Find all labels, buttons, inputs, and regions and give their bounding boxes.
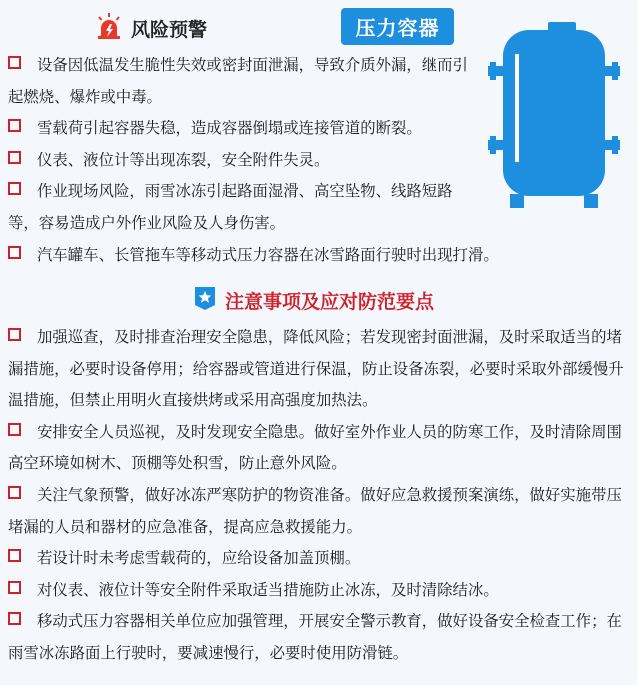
list-item-text: 安排安全人员巡视，及时发现安全隐患。做好室外作业人员的防寒工作，及时清除周围高空环境如树木、顶棚等处积雪，防止意外风险。 xyxy=(8,422,622,473)
list-item xyxy=(8,145,478,177)
list-item-text: 作业现场风险，雨雪冰冻引起路面湿滑、高空坠物、线路短路等，容易造成户外作业风险及人身伤害。 xyxy=(8,182,453,232)
list-item xyxy=(8,322,630,417)
list-item-text: 若设计时未考虑雪载荷的，应给设备加盖顶棚。 xyxy=(37,549,361,568)
list-item-text: 对仪表、液位计等安全附件采取适当措施防止冰冻，及时清除结冰。 xyxy=(37,580,499,599)
square-bullet-icon xyxy=(8,56,21,69)
list-item xyxy=(8,606,630,669)
star-shield-icon xyxy=(193,285,217,316)
square-bullet-icon xyxy=(8,486,21,499)
list-item-text: 加强巡查，及时排查治理安全隐患，降低风险；若发现密封面泄漏，及时采取适当的堵漏措施，必要时设备停用；给容器或管道进行保温，防止设备冻裂，必要时采取外部缓慢升温措施，但禁止用明火直接烘烤或采用高强度加热法。 xyxy=(8,328,624,410)
square-bullet-icon xyxy=(8,549,21,562)
pressure-vessel-badge: 压力容器 xyxy=(341,8,454,45)
list-item xyxy=(8,176,478,239)
list-item-text: 设备因低温发生脆性失效或密封面泄漏，导致介质外漏，继而引起燃烧、爆炸或中毒。 xyxy=(8,56,468,106)
notes-title-text: 注意事项及应对防范要点 xyxy=(225,291,435,313)
notes-list xyxy=(8,322,630,670)
list-item-text: 移动式压力容器相关单位应加强管理，开展安全警示教育，做好设备安全检查工作；在雨雪冰冻路面上行驶时，要减速慢行，必要时使用防滑链。 xyxy=(8,612,622,662)
notes-section-title xyxy=(193,285,434,316)
list-item xyxy=(8,113,478,145)
pressure-vessel-icon xyxy=(488,22,620,216)
risk-list xyxy=(8,50,499,271)
list-item-text: 仪表、液位计等出现冻裂，安全附件失灵。 xyxy=(37,150,330,169)
list-item xyxy=(8,50,478,113)
warning-lightning-icon xyxy=(95,12,123,45)
list-item xyxy=(8,240,608,272)
list-item-text: 汽车罐车、长管拖车等移动式压力容器在冰雪路面行驶时出现打滑。 xyxy=(37,245,499,264)
square-bullet-icon xyxy=(8,119,21,132)
list-item xyxy=(8,417,630,480)
list-item-text: 雪载荷引起容器失稳，造成容器倒塌或连接管道的断裂。 xyxy=(37,119,422,138)
risk-title-text: 风险预警 xyxy=(131,19,208,41)
list-item xyxy=(8,543,630,575)
square-bullet-icon xyxy=(8,151,21,164)
list-item xyxy=(8,575,630,607)
square-bullet-icon xyxy=(8,581,21,594)
list-item-text: 关注气象预警，做好冰冻严寒防护的物资准备。做好应急救援预案演练，做好实施带压堵漏的人员和器材的应急准备，提高应急救援能力。 xyxy=(8,485,622,536)
list-item xyxy=(8,480,630,543)
square-bullet-icon xyxy=(8,423,21,436)
square-bullet-icon xyxy=(8,328,21,341)
square-bullet-icon xyxy=(8,612,21,625)
square-bullet-icon xyxy=(8,246,21,259)
square-bullet-icon xyxy=(8,182,21,195)
risk-section-title xyxy=(95,12,207,45)
